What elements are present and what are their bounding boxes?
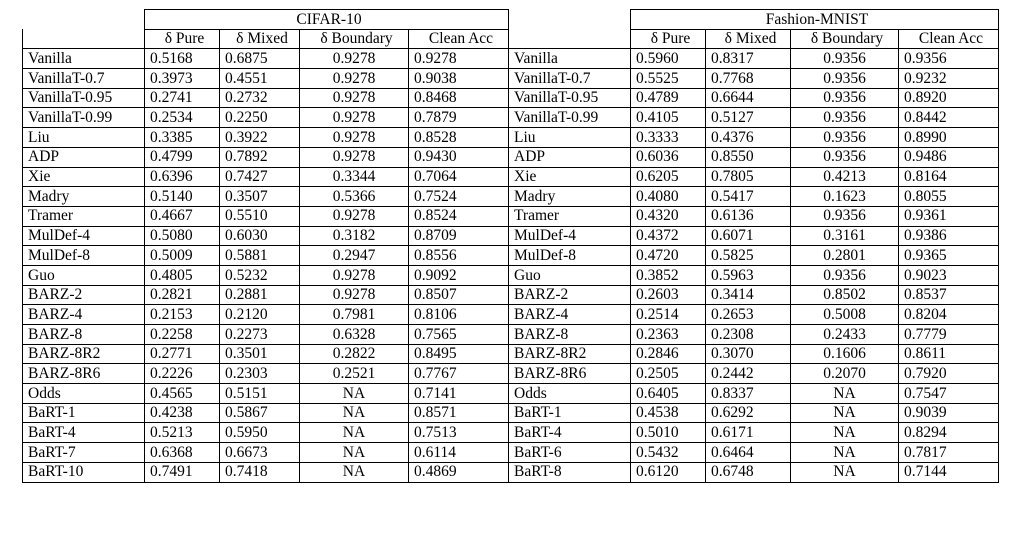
value-cell: 0.3501 [220,344,300,364]
value-cell: 0.7144 [899,462,999,482]
value-cell: 0.9356 [791,49,899,69]
right-method-column-header [509,29,631,49]
value-cell: 0.2821 [145,285,220,305]
value-cell: 0.8468 [409,88,509,108]
value-cell: 0.9232 [899,69,999,89]
value-cell: 0.6396 [145,167,220,187]
value-cell: 0.8990 [899,128,999,148]
method-name-cell: Xie [23,167,145,187]
value-cell: 0.8611 [899,344,999,364]
value-cell: 0.5867 [220,403,300,423]
value-cell: 0.9386 [899,226,999,246]
value-cell: 0.5825 [706,246,791,266]
value-cell: 0.9356 [791,265,899,285]
value-cell: 0.5960 [631,49,706,69]
value-cell: 0.2258 [145,325,220,345]
value-cell: 0.2303 [220,364,300,384]
method-name-cell: ADP [509,147,631,167]
value-cell: 0.3922 [220,128,300,148]
value-cell: 0.2308 [706,325,791,345]
value-cell: 0.7981 [300,305,409,325]
method-name-cell: BaRT-10 [23,462,145,482]
value-cell: 0.9278 [300,285,409,305]
value-cell: 0.4213 [791,167,899,187]
results-table-body [23,49,999,482]
value-cell: 0.2947 [300,246,409,266]
value-cell: 0.5010 [631,423,706,443]
value-cell: 0.6030 [220,226,300,246]
value-cell: 0.4805 [145,265,220,285]
value-cell: 0.2363 [631,325,706,345]
value-cell: 0.9023 [899,265,999,285]
value-cell: 0.9278 [300,69,409,89]
value-cell: 0.4105 [631,108,706,128]
value-cell: 0.9356 [791,128,899,148]
value-cell: 0.2226 [145,364,220,384]
value-cell: 0.4869 [409,462,509,482]
value-cell: 0.2153 [145,305,220,325]
value-cell: 0.3182 [300,226,409,246]
value-cell: 0.6036 [631,147,706,167]
method-name-cell: Madry [23,187,145,207]
value-cell: 0.2534 [145,108,220,128]
value-cell: 0.9278 [300,206,409,226]
column-header-right-clean-acc: Clean Acc [899,29,999,49]
value-cell: 0.4799 [145,147,220,167]
method-name-cell: Xie [509,167,631,187]
value-cell: 0.8495 [409,344,509,364]
value-cell: 0.6292 [706,403,791,423]
value-cell: 0.2741 [145,88,220,108]
method-name-cell: Tramer [509,206,631,226]
value-cell: 0.9356 [791,88,899,108]
column-header-row [23,29,999,49]
value-cell: 0.3070 [706,344,791,364]
value-cell: 0.3852 [631,265,706,285]
value-cell: 0.2653 [706,305,791,325]
table-row [23,384,999,404]
method-name-cell: MulDef-8 [509,246,631,266]
value-cell: 0.2771 [145,344,220,364]
method-name-cell: BaRT-1 [509,403,631,423]
value-cell: 0.4238 [145,403,220,423]
table-row [23,305,999,325]
value-cell: 0.4376 [706,128,791,148]
value-cell: 0.6673 [220,443,300,463]
method-name-cell: Vanilla [23,49,145,69]
value-cell: 0.4565 [145,384,220,404]
value-cell: 0.5151 [220,384,300,404]
method-name-cell: Guo [509,265,631,285]
column-header-right-boundary: δ Boundary [791,29,899,49]
table-row [23,187,999,207]
value-cell: 0.1623 [791,187,899,207]
value-cell: 0.6405 [631,384,706,404]
value-cell: 0.7427 [220,167,300,187]
table-row [23,423,999,443]
fashion-mnist-group-title: Fashion-MNIST [631,10,999,30]
value-cell: 0.2514 [631,305,706,325]
value-cell: 0.9278 [300,108,409,128]
value-cell: 0.4538 [631,403,706,423]
value-cell: 0.5232 [220,265,300,285]
table-row [23,49,999,69]
value-cell: 0.7524 [409,187,509,207]
value-cell: 0.5950 [220,423,300,443]
value-cell: 0.3414 [706,285,791,305]
value-cell: 0.6464 [706,443,791,463]
table-row [23,69,999,89]
table-row [23,462,999,482]
value-cell: 0.9278 [300,128,409,148]
value-cell: 0.9356 [899,49,999,69]
value-cell: 0.8709 [409,226,509,246]
value-cell: 0.9038 [409,69,509,89]
value-cell: 0.2881 [220,285,300,305]
value-cell: 0.8550 [706,147,791,167]
value-cell: 0.7817 [899,443,999,463]
value-cell: 0.4789 [631,88,706,108]
value-cell: 0.2801 [791,246,899,266]
value-cell: 0.5881 [220,246,300,266]
value-cell: 0.8537 [899,285,999,305]
value-cell: 0.6071 [706,226,791,246]
value-cell: 0.6644 [706,88,791,108]
value-cell: NA [300,423,409,443]
value-cell: 0.5008 [791,305,899,325]
value-cell: 0.2120 [220,305,300,325]
value-cell: 0.2521 [300,364,409,384]
method-name-cell: VanillaT-0.7 [509,69,631,89]
method-name-cell: ADP [23,147,145,167]
table-row [23,344,999,364]
value-cell: 0.2822 [300,344,409,364]
value-cell: 0.5127 [706,108,791,128]
method-name-cell: BARZ-8 [23,325,145,345]
value-cell: 0.7418 [220,462,300,482]
method-name-cell: VanillaT-0.99 [509,108,631,128]
group-header-spacer-left [23,10,145,30]
method-name-cell: BARZ-8R2 [23,344,145,364]
value-cell: 0.3973 [145,69,220,89]
value-cell: 0.9356 [791,108,899,128]
value-cell: 0.8164 [899,167,999,187]
column-header-left-pure: δ Pure [145,29,220,49]
value-cell: 0.3507 [220,187,300,207]
value-cell: NA [300,443,409,463]
method-name-cell: BARZ-8 [509,325,631,345]
method-name-cell: MulDef-4 [509,226,631,246]
column-header-left-clean-acc: Clean Acc [409,29,509,49]
method-name-cell: VanillaT-0.95 [509,88,631,108]
value-cell: 0.8524 [409,206,509,226]
value-cell: 0.3344 [300,167,409,187]
value-cell: 0.9092 [409,265,509,285]
value-cell: 0.9356 [791,147,899,167]
value-cell: 0.5525 [631,69,706,89]
value-cell: 0.9430 [409,147,509,167]
method-name-cell: Odds [23,384,145,404]
table-row [23,108,999,128]
group-header-spacer-middle [509,10,631,30]
value-cell: 0.7064 [409,167,509,187]
value-cell: 0.1606 [791,344,899,364]
value-cell: NA [791,423,899,443]
value-cell: 0.5140 [145,187,220,207]
value-cell: 0.4551 [220,69,300,89]
value-cell: 0.9278 [300,49,409,69]
value-cell: 0.7779 [899,325,999,345]
group-header-row [23,10,999,30]
value-cell: 0.2846 [631,344,706,364]
value-cell: 0.8502 [791,285,899,305]
value-cell: NA [791,403,899,423]
value-cell: 0.5963 [706,265,791,285]
value-cell: 0.8571 [409,403,509,423]
value-cell: 0.2433 [791,325,899,345]
value-cell: 0.4372 [631,226,706,246]
value-cell: 0.7920 [899,364,999,384]
value-cell: 0.8920 [899,88,999,108]
method-name-cell: VanillaT-0.7 [23,69,145,89]
value-cell: 0.2250 [220,108,300,128]
value-cell: 0.5168 [145,49,220,69]
value-cell: 0.7513 [409,423,509,443]
table-row [23,206,999,226]
value-cell: 0.2732 [220,88,300,108]
value-cell: 0.4720 [631,246,706,266]
value-cell: 0.9278 [300,147,409,167]
left-method-column-header [23,29,145,49]
value-cell: 0.3333 [631,128,706,148]
value-cell: 0.3385 [145,128,220,148]
method-name-cell: VanillaT-0.99 [23,108,145,128]
value-cell: 0.4667 [145,206,220,226]
method-name-cell: BaRT-4 [509,423,631,443]
cifar10-group-title: CIFAR-10 [145,10,509,30]
method-name-cell: Guo [23,265,145,285]
method-name-cell: MulDef-8 [23,246,145,266]
table-row [23,88,999,108]
value-cell: 0.5009 [145,246,220,266]
method-name-cell: BARZ-2 [509,285,631,305]
value-cell: 0.6368 [145,443,220,463]
value-cell: 0.7491 [145,462,220,482]
value-cell: NA [791,443,899,463]
method-name-cell: BARZ-8R2 [509,344,631,364]
column-header-left-boundary: δ Boundary [300,29,409,49]
table-row [23,147,999,167]
method-name-cell: Liu [23,128,145,148]
value-cell: 0.6136 [706,206,791,226]
method-name-cell: Vanilla [509,49,631,69]
method-name-cell: Odds [509,384,631,404]
value-cell: 0.4320 [631,206,706,226]
table-row [23,403,999,423]
value-cell: 0.2442 [706,364,791,384]
value-cell: 0.7565 [409,325,509,345]
value-cell: 0.7805 [706,167,791,187]
value-cell: 0.7892 [220,147,300,167]
value-cell: 0.9039 [899,403,999,423]
value-cell: 0.2505 [631,364,706,384]
value-cell: 0.9356 [791,206,899,226]
value-cell: 0.8294 [899,423,999,443]
value-cell: 0.8528 [409,128,509,148]
method-name-cell: BARZ-2 [23,285,145,305]
method-name-cell: BARZ-4 [23,305,145,325]
value-cell: 0.7547 [899,384,999,404]
value-cell: NA [300,462,409,482]
value-cell: 0.2603 [631,285,706,305]
method-name-cell: Liu [509,128,631,148]
value-cell: 0.8106 [409,305,509,325]
value-cell: 0.7768 [706,69,791,89]
column-header-right-mixed: δ Mixed [706,29,791,49]
value-cell: 0.9365 [899,246,999,266]
value-cell: NA [791,462,899,482]
value-cell: 0.6114 [409,443,509,463]
value-cell: 0.6328 [300,325,409,345]
table-row [23,285,999,305]
value-cell: 0.6171 [706,423,791,443]
value-cell: 0.9486 [899,147,999,167]
value-cell: 0.3161 [791,226,899,246]
value-cell: 0.7767 [409,364,509,384]
value-cell: 0.8317 [706,49,791,69]
method-name-cell: Madry [509,187,631,207]
method-name-cell: BaRT-8 [509,462,631,482]
method-name-cell: BaRT-6 [509,443,631,463]
value-cell: 0.9278 [300,265,409,285]
table-row [23,364,999,384]
value-cell: 0.8442 [899,108,999,128]
value-cell: 0.7141 [409,384,509,404]
value-cell: 0.7879 [409,108,509,128]
value-cell: 0.5432 [631,443,706,463]
table-row [23,265,999,285]
value-cell: 0.8204 [899,305,999,325]
method-name-cell: VanillaT-0.95 [23,88,145,108]
value-cell: NA [791,384,899,404]
method-name-cell: BARZ-8R6 [509,364,631,384]
method-name-cell: MulDef-4 [23,226,145,246]
value-cell: 0.8556 [409,246,509,266]
value-cell: NA [300,403,409,423]
value-cell: 0.4080 [631,187,706,207]
value-cell: 0.9278 [409,49,509,69]
value-cell: 0.2070 [791,364,899,384]
results-table [22,9,999,483]
column-header-left-mixed: δ Mixed [220,29,300,49]
value-cell: NA [300,384,409,404]
method-name-cell: BaRT-4 [23,423,145,443]
table-row [23,226,999,246]
value-cell: 0.6748 [706,462,791,482]
value-cell: 0.6205 [631,167,706,187]
value-cell: 0.8507 [409,285,509,305]
value-cell: 0.9361 [899,206,999,226]
method-name-cell: Tramer [23,206,145,226]
table-row [23,167,999,187]
value-cell: 0.6120 [631,462,706,482]
value-cell: 0.5510 [220,206,300,226]
value-cell: 0.9356 [791,69,899,89]
value-cell: 0.8337 [706,384,791,404]
value-cell: 0.5417 [706,187,791,207]
method-name-cell: BaRT-1 [23,403,145,423]
table-row [23,246,999,266]
table-row [23,443,999,463]
value-cell: 0.9278 [300,88,409,108]
method-name-cell: BARZ-8R6 [23,364,145,384]
table-row [23,128,999,148]
value-cell: 0.2273 [220,325,300,345]
value-cell: 0.6875 [220,49,300,69]
method-name-cell: BARZ-4 [509,305,631,325]
method-name-cell: BaRT-7 [23,443,145,463]
value-cell: 0.8055 [899,187,999,207]
value-cell: 0.5366 [300,187,409,207]
value-cell: 0.5080 [145,226,220,246]
table-row [23,325,999,345]
value-cell: 0.5213 [145,423,220,443]
column-header-right-pure: δ Pure [631,29,706,49]
